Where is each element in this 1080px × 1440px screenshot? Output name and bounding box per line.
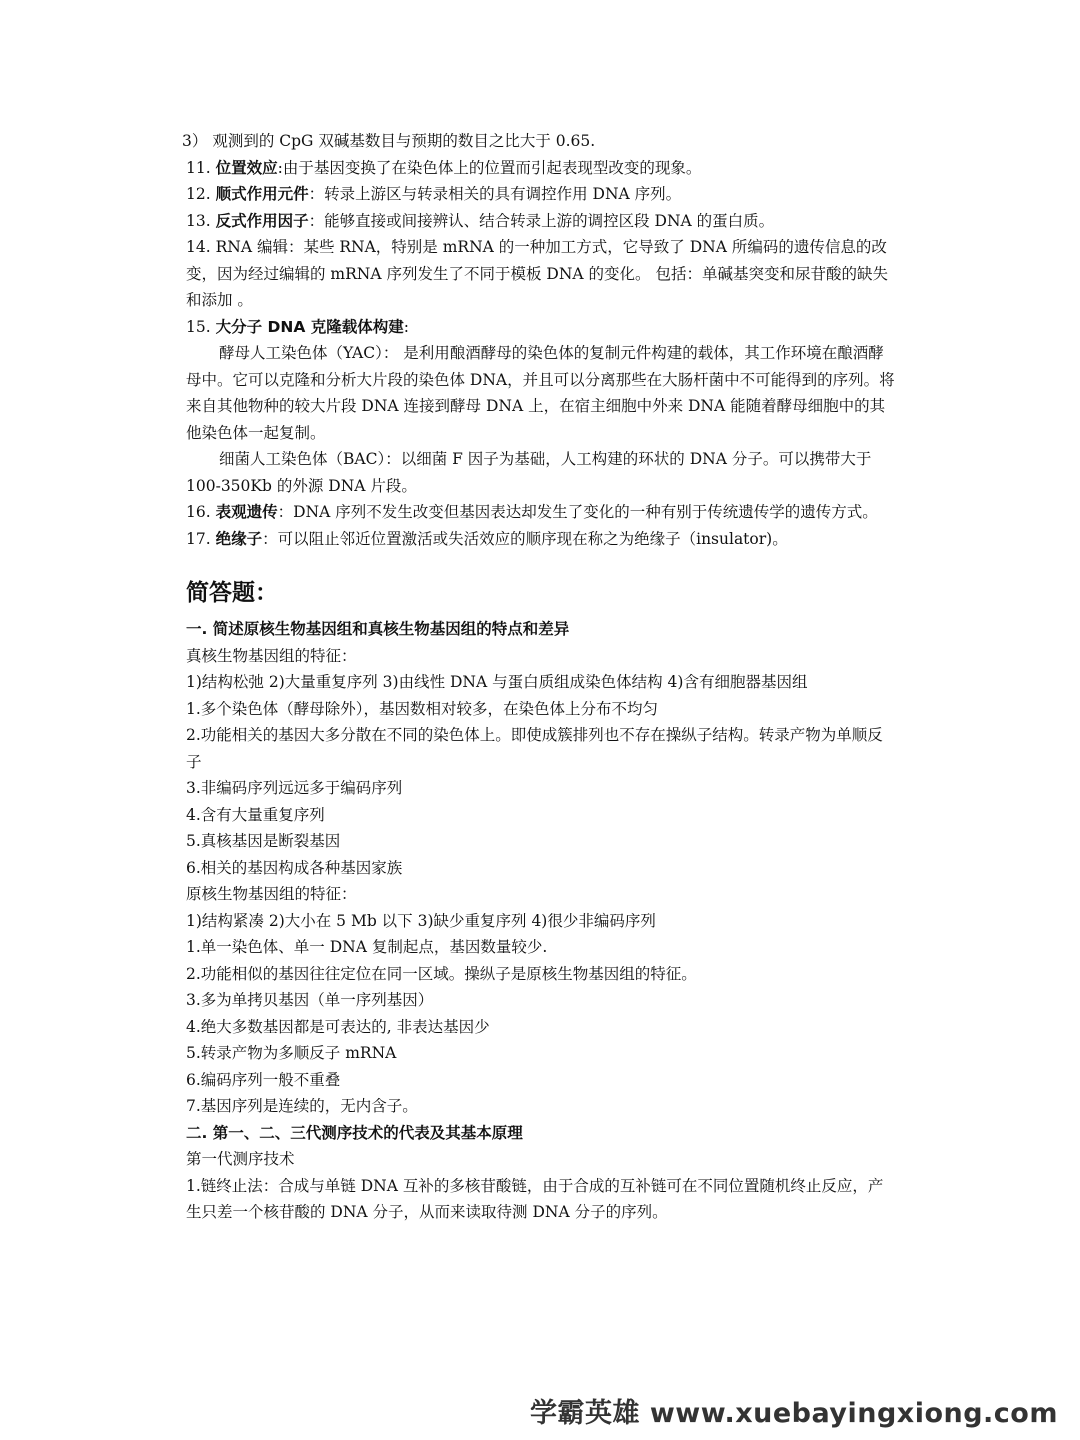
eukaryote-item: 2.功能相关的基因大多分散在不同的染色体上。即使成簇排列也不存在操纵子结构。转录产物为单顺反子	[186, 726, 883, 771]
chain-termination-item: 1.链终止法：合成与单链 DNA 互补的多核苷酸链，由于合成的互补链可在不同位置随机终止反应，产生只差一个核苷酸的 DNA 分子，从而来读取待测 DNA 分子的序列。	[186, 1176, 884, 1221]
prokaryote-item: 5.转录产物为多顺反子 mRNA	[186, 1044, 397, 1062]
term-insulator: 17. 绝缘子：可以阻止邻近位置激活或失活效应的顺序现在称之为绝缘子（insulator)。	[186, 529, 788, 548]
eukaryote-item: 6.相关的基因构成各种基因家族	[186, 858, 403, 877]
term-epigenetics: 16. 表观遗传：DNA 序列不发生改变但基因表达却发生了变化的一种有别于传统遗传学的遗传方式。	[186, 503, 878, 521]
first-gen-heading: 第一代测序技术	[186, 1150, 295, 1168]
term-position-effect: 11. 位置效应:由于基因变换了在染色体上的位置而引起表现型改变的现象。	[186, 158, 702, 177]
document-body	[182, 128, 896, 1226]
prokaryote-summary: 1)结构紧凑 2)大小在 5 Mb 以下 3)缺少重复序列 4)很少非编码序列	[186, 911, 656, 930]
prokaryote-item: 7.基因序列是连续的，无内含子。	[186, 1097, 418, 1115]
prokaryote-heading: 原核生物基因组的特征：	[186, 885, 357, 903]
prokaryote-item: 2.功能相似的基因往往定位在同一区域。操纵子是原核生物基因组的特征。	[186, 964, 697, 983]
eukaryote-item: 1.多个染色体（酵母除外），基因数相对较多，在染色体上分布不均匀	[186, 699, 659, 718]
eukaryote-summary: 1)结构松弛 2)大量重复序列 3)由线性 DNA 与蛋白质组成染色体结构 4)含有细胞器基因组	[186, 673, 808, 691]
question-2-title: 二. 第一、二、三代测序技术的代表及其基本原理	[186, 1123, 523, 1142]
eukaryote-item: 5.真核基因是断裂基因	[186, 832, 341, 850]
prokaryote-item: 3.多为单拷贝基因（单一序列基因）	[186, 991, 434, 1009]
yac-paragraph: 酵母人工染色体（YAC）： 是利用酿酒酵母的染色体的复制元件构建的载体，其工作环境在酿酒酵母中。它可以克隆和分析大片段的染色体 DNA，并且可以分离那些在大肠杆菌中不可能得到的序列。将来自其他物种的较大片段 DNA 连接到酵母 DNA 上，在宿主细胞中外来 DNA 能随着酵母细胞中的其他染色体一起复制。	[186, 344, 895, 442]
prokaryote-item: 4.绝大多数基因都是可表达的, 非表达基因少	[186, 1017, 490, 1036]
term-cis-element: 12. 顺式作用元件：转录上游区与转录相关的具有调控作用 DNA 序列。	[186, 185, 682, 203]
question-1-title: 一. 简述原核生物基因组和真核生物基因组的特点和差异	[186, 620, 570, 638]
term-rna-editing: 14. RNA 编辑：某些 RNA，特别是 mRNA 的一种加工方式，它导致了 DNA 所编码的遗传信息的改变，因为经过编辑的 mRNA 序列发生了不同于模板 DNA 的变化。 包括：单碱基突变和尿苷酸的缺失和添加 。	[186, 238, 888, 309]
eukaryote-item: 3.非编码序列远远多于编码序列	[186, 779, 403, 797]
term-vector-construction: 15. 大分子 DNA 克隆载体构建:	[186, 317, 409, 336]
prokaryote-item: 6.编码序列一般不重叠	[186, 1070, 341, 1089]
term-trans-factor: 13. 反式作用因子：能够直接或间接辨认、结合转录上游的调控区段 DNA 的蛋白质。	[186, 211, 775, 230]
term-line: 3） 观测到的 CpG 双碱基数目与预期的数目之比大于 0.65.	[182, 132, 596, 150]
prokaryote-item: 1.单一染色体、单一 DNA 复制起点，基因数量较少.	[186, 938, 548, 956]
watermark: 学霸英雄 www.xuebayingxiong.com	[529, 1398, 1058, 1429]
bac-paragraph: 细菌人工染色体（BAC）：以细菌 F 因子为基础，人工构建的环状的 DNA 分子。可以携带大于 100-350Kb 的外源 DNA 片段。	[186, 450, 872, 495]
eukaryote-item: 4.含有大量重复序列	[186, 805, 325, 824]
eukaryote-heading: 真核生物基因组的特征：	[186, 646, 357, 665]
short-answer-heading: 简答题：	[186, 580, 278, 606]
